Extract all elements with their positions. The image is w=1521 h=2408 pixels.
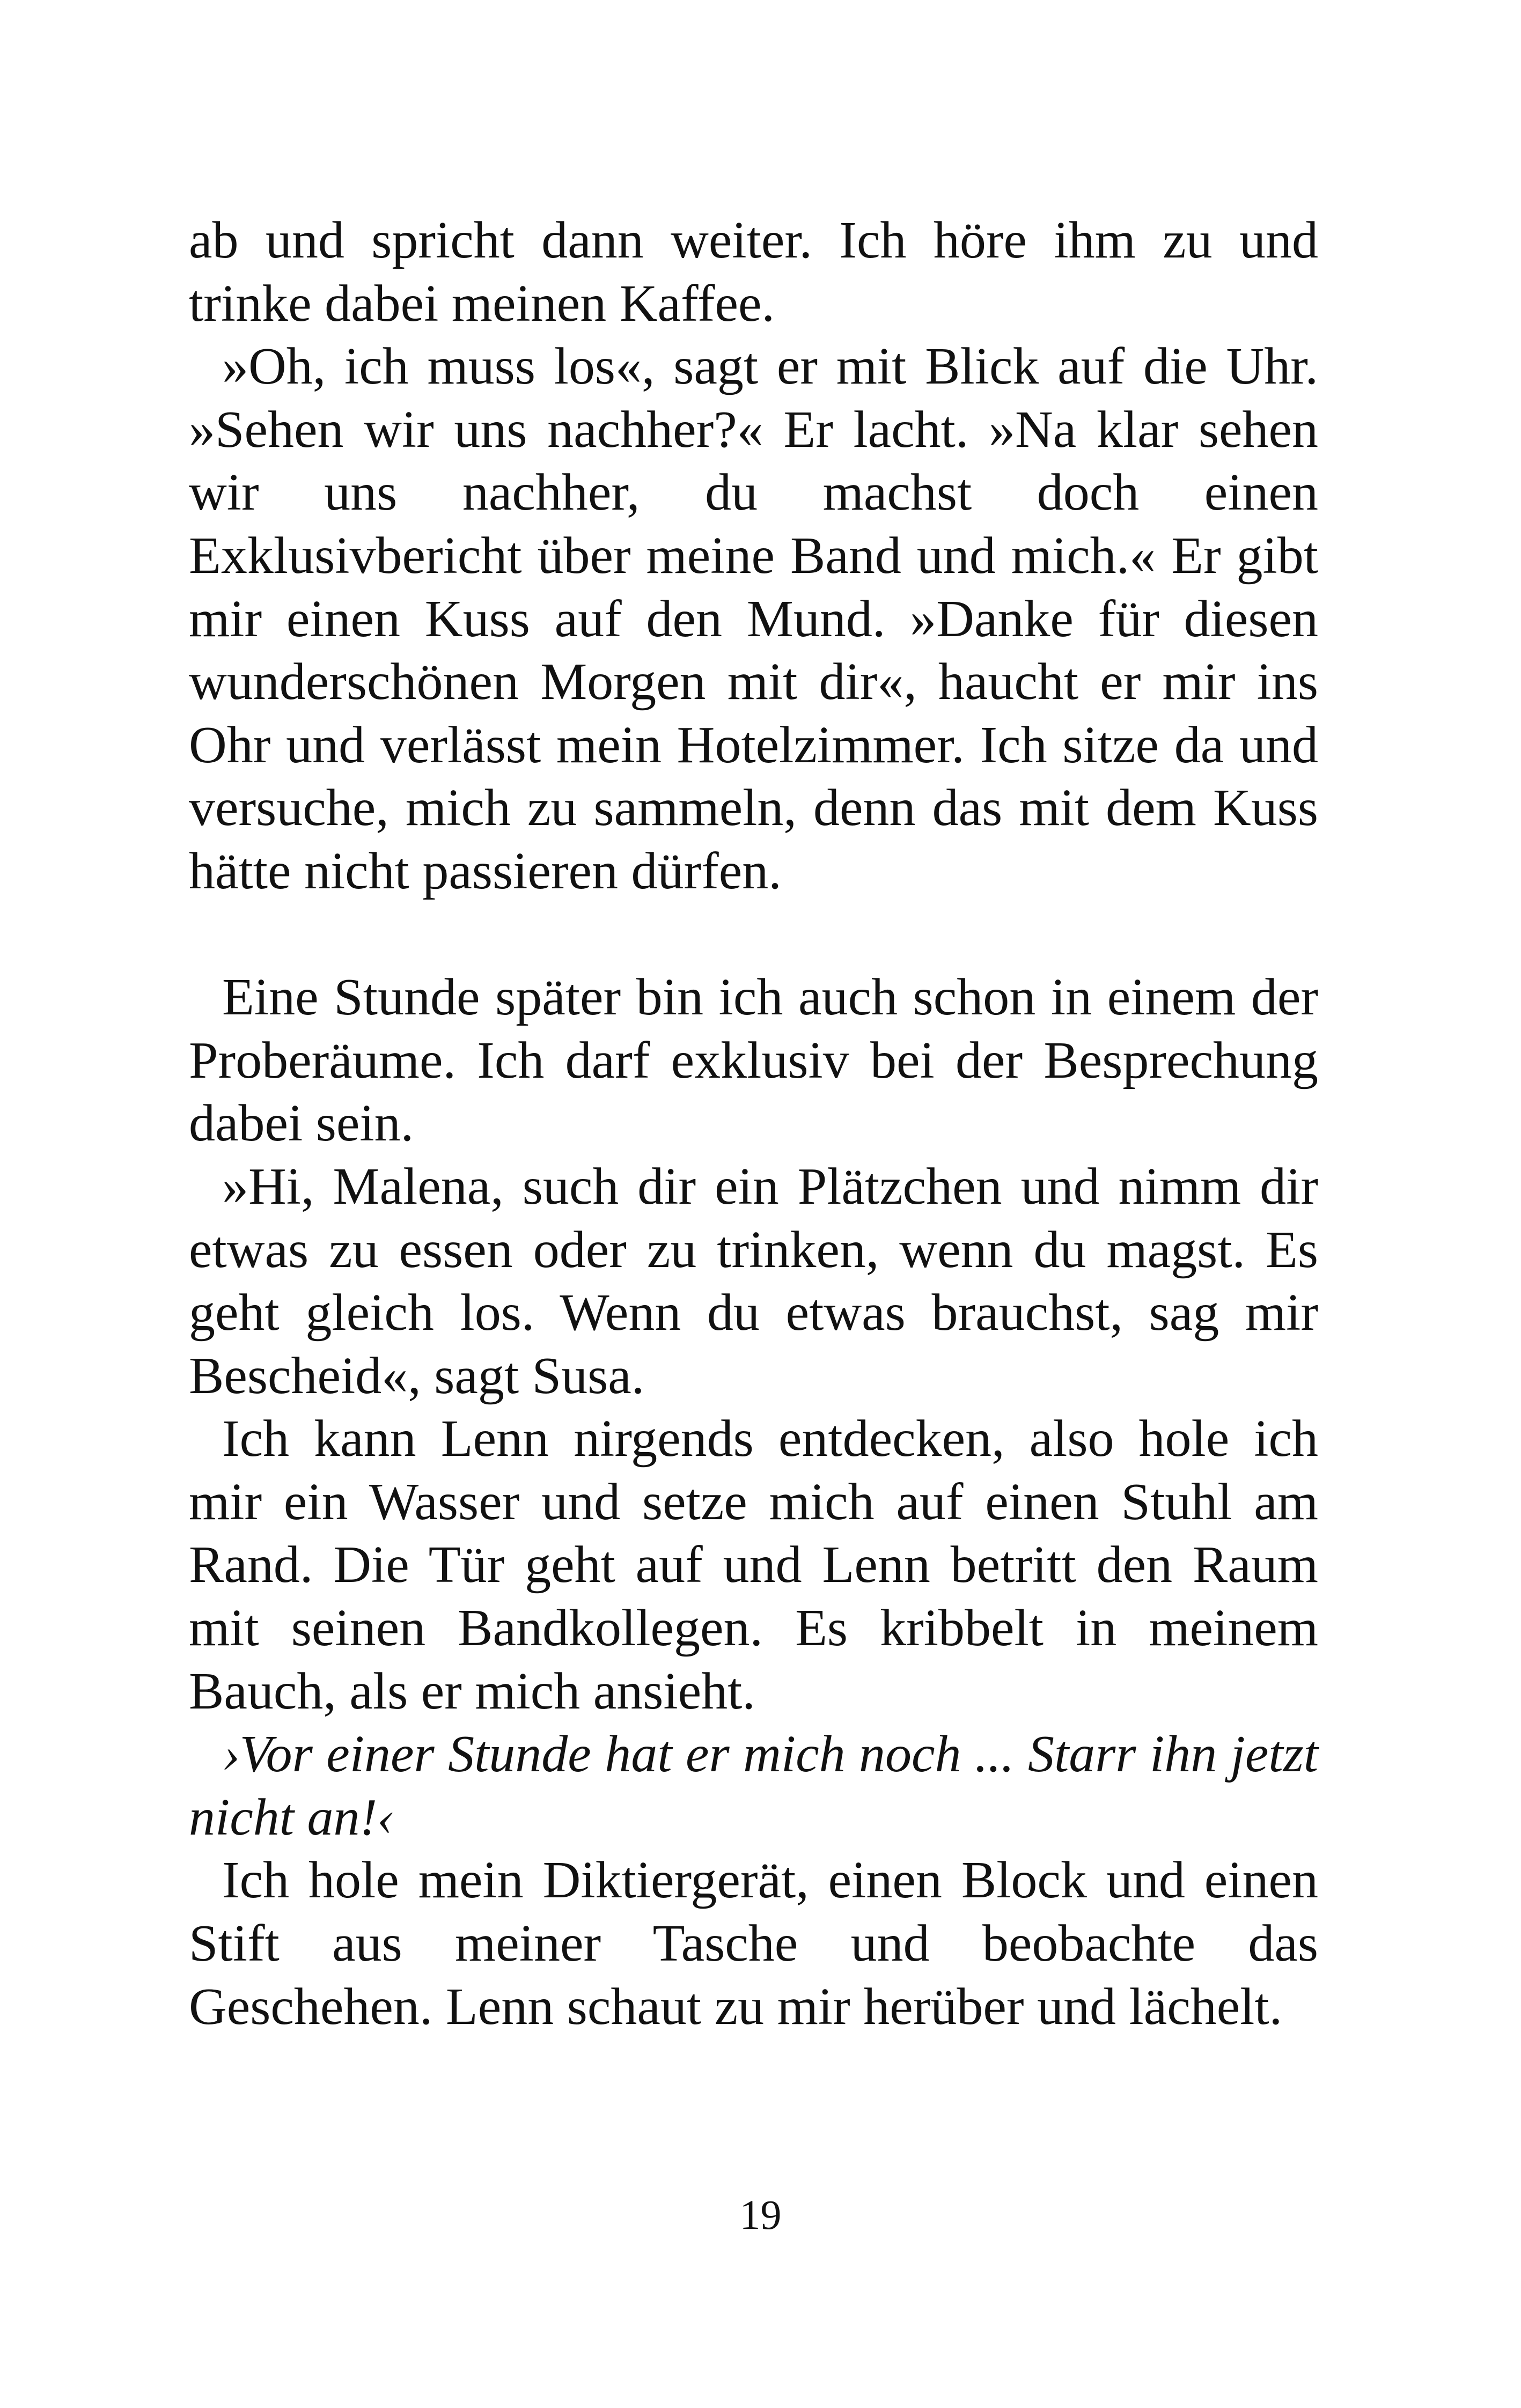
paragraph-3: Eine Stunde später bin ich auch schon in einem der Proberäume. Ich darf exklusiv bei der Besprechung dabei sein.: [189, 968, 1318, 1153]
paragraph-2: »Oh, ich muss los«, sagt er mit Blick auf die Uhr. »Sehen wir uns nachher?« Er lacht. »Na klar sehen wir uns nachher, du machst doch einen Exklusivbericht über meine Band und mich.« Er gibt mir einen Kuss auf den Mund. »Danke für diesen wunderschönen Morgen mit dir«, haucht er mir ins Ohr und verlässt mein Hotelzimmer. Ich sitze da und versuche, mich zu sammeln, denn das mit dem Kuss hätte nicht passieren dürfen.: [189, 337, 1318, 900]
paragraph-6-thought: ›Vor einer Stunde hat er mich noch ... Starr ihn jetzt nicht an!‹: [189, 1725, 1318, 1846]
paragraph-5: Ich kann Lenn nirgends entdecken, also hole ich mir ein Wasser und setze mich auf einen Stuhl am Rand. Die Tür geht auf und Lenn betritt den Raum mit seinen Bandkollegen. Es kribbelt in meinem Bauch, als er mich ansieht.: [189, 1410, 1318, 1720]
paragraph-7: Ich hole mein Diktiergerät, einen Block und einen Stift aus meiner Tasche und beobachte das Geschehen. Lenn schaut zu mir herüber und lächelt.: [189, 1851, 1318, 2036]
paragraph-4: »Hi, Malena, such dir ein Plätzchen und nimm dir etwas zu essen oder zu trinken, wenn du magst. Es geht gleich los. Wenn du etwas brauchst, sag mir Bescheid«, sagt Susa.: [189, 1157, 1318, 1405]
paragraph-1: ab und spricht dann weiter. Ich höre ihm zu und trinke dabei meinen Kaffee.: [189, 211, 1318, 333]
page-number: 19: [739, 2191, 782, 2238]
body-text: [189, 209, 1318, 2038]
